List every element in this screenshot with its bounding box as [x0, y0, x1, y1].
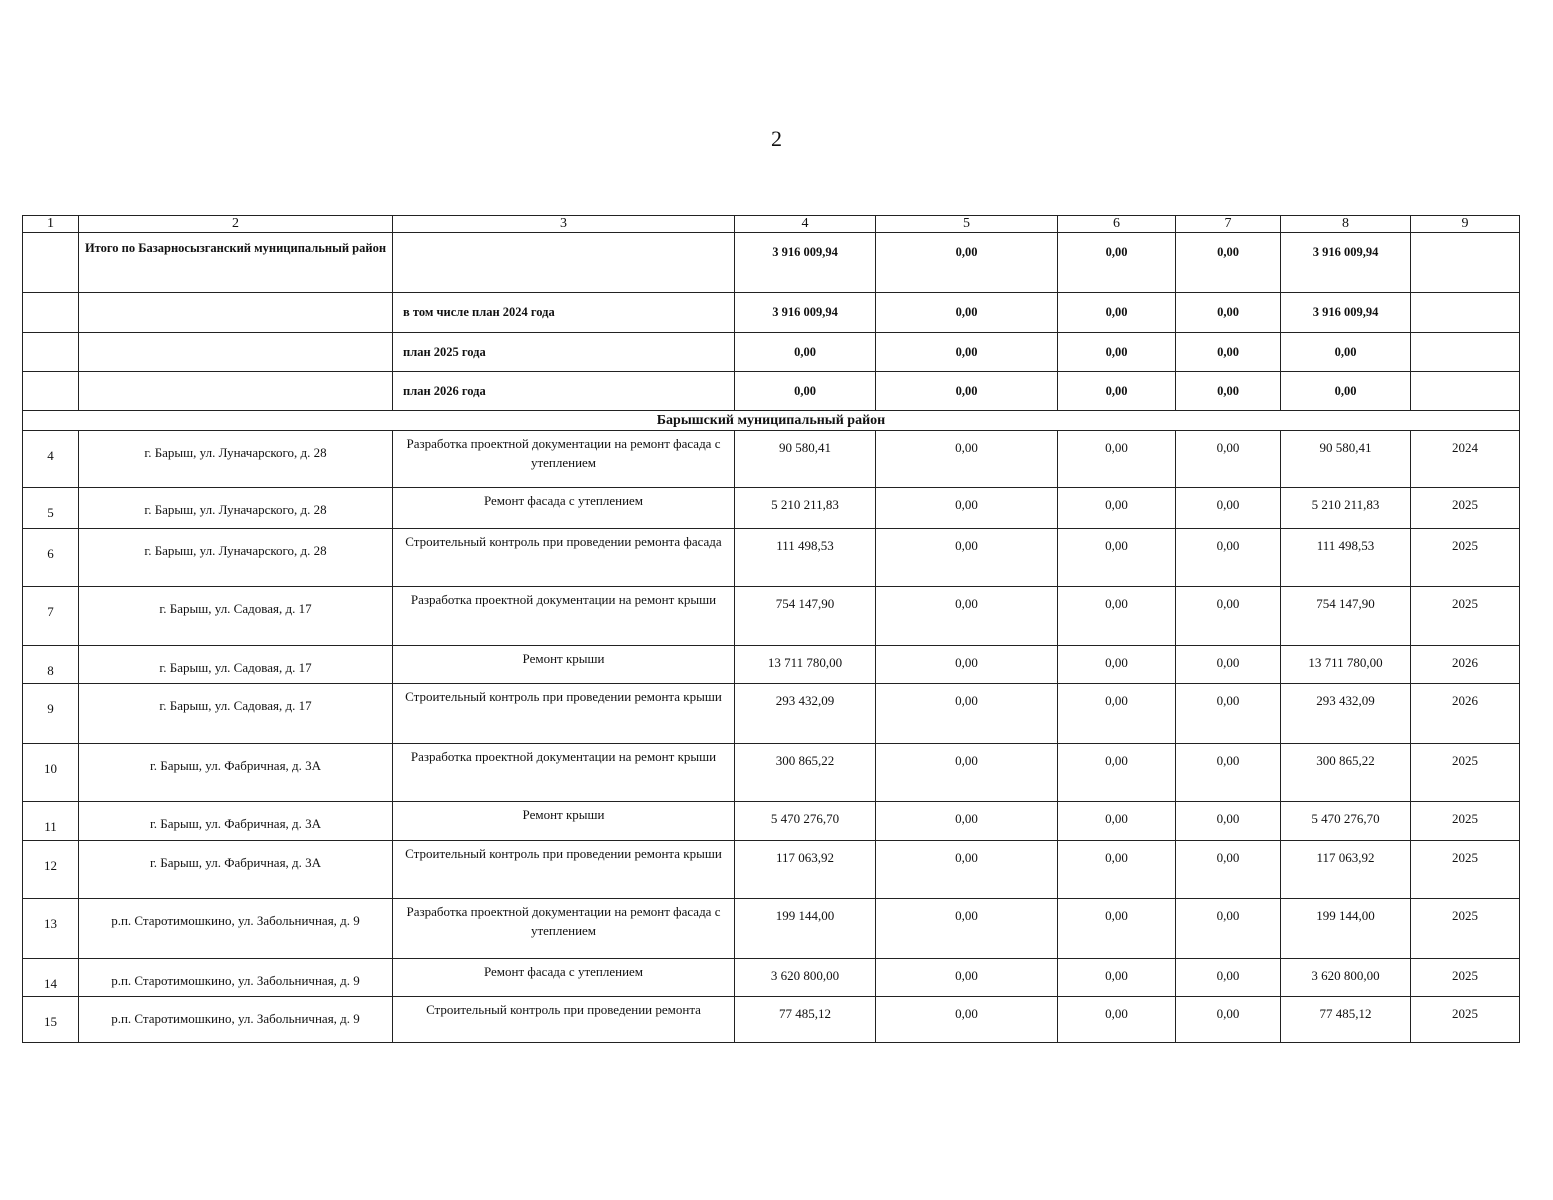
plan-value: 0,00: [735, 333, 876, 372]
amount-col6: 0,00: [1058, 431, 1176, 488]
row-number: [23, 233, 79, 293]
year: [1411, 333, 1520, 372]
column-number-header-row: [23, 216, 1520, 233]
amount-col6: 0,00: [1058, 841, 1176, 899]
year: [1411, 233, 1520, 293]
amount-col7: 0,00: [1176, 431, 1281, 488]
plan-value: 0,00: [1176, 293, 1281, 333]
amount-col5: 0,00: [876, 488, 1058, 529]
total-value: 0,00: [1058, 233, 1176, 293]
district-total-title: Итого по Базарносызганский муниципальный район: [79, 233, 393, 293]
amount-col8: 300 865,22: [1281, 744, 1411, 802]
row-number: 6: [23, 529, 79, 587]
column-number: 9: [1411, 216, 1520, 233]
amount-col5: 0,00: [876, 646, 1058, 684]
row-number: 15: [23, 997, 79, 1043]
row-number: 12: [23, 841, 79, 899]
amount-col7: 0,00: [1176, 488, 1281, 529]
address: г. Барыш, ул. Фабричная, д. 3А: [79, 744, 393, 802]
plan-row: [23, 293, 1520, 333]
work-type: Разработка проектной документации на ремонт крыши: [393, 587, 735, 646]
amount-col8: 77 485,12: [1281, 997, 1411, 1043]
table-row: [23, 802, 1520, 841]
plan-row: [23, 372, 1520, 411]
work-type: Разработка проектной документации на ремонт фасада с утеплением: [393, 431, 735, 488]
amount-total: 3 620 800,00: [735, 959, 876, 997]
address: [79, 333, 393, 372]
plan-value: 0,00: [876, 293, 1058, 333]
work-type: Разработка проектной документации на ремонт крыши: [393, 744, 735, 802]
section-row: [23, 411, 1520, 431]
work-type: Ремонт крыши: [393, 802, 735, 841]
table-row: [23, 431, 1520, 488]
work-type: Строительный контроль при проведении ремонта крыши: [393, 841, 735, 899]
amount-col5: 0,00: [876, 684, 1058, 744]
address: г. Барыш, ул. Луначарского, д. 28: [79, 488, 393, 529]
amount-col6: 0,00: [1058, 899, 1176, 959]
plan-value: 0,00: [876, 333, 1058, 372]
amount-col5: 0,00: [876, 587, 1058, 646]
amount-total: 111 498,53: [735, 529, 876, 587]
address: р.п. Старотимошкино, ул. Забольничная, д. 9: [79, 899, 393, 959]
plan-value: 3 916 009,94: [1281, 293, 1411, 333]
row-number: 8: [23, 646, 79, 684]
plan-value: 0,00: [1176, 372, 1281, 411]
amount-col5: 0,00: [876, 899, 1058, 959]
amount-col8: 90 580,41: [1281, 431, 1411, 488]
plan-value: 0,00: [1281, 372, 1411, 411]
plan-value: 3 916 009,94: [735, 293, 876, 333]
row-number: 14: [23, 959, 79, 997]
section-title: Барышский муниципальный район: [23, 411, 1520, 431]
amount-col7: 0,00: [1176, 899, 1281, 959]
amount-col6: 0,00: [1058, 997, 1176, 1043]
district-total-row: [23, 233, 1520, 293]
amount-col7: 0,00: [1176, 529, 1281, 587]
amount-col6: 0,00: [1058, 529, 1176, 587]
total-value: 3 916 009,94: [735, 233, 876, 293]
amount-total: 117 063,92: [735, 841, 876, 899]
address: [79, 372, 393, 411]
work-type: Строительный контроль при проведении ремонта фасада: [393, 529, 735, 587]
amount-col8: 117 063,92: [1281, 841, 1411, 899]
amount-col6: 0,00: [1058, 646, 1176, 684]
address: г. Барыш, ул. Садовая, д. 17: [79, 587, 393, 646]
row-number: 10: [23, 744, 79, 802]
amount-col7: 0,00: [1176, 587, 1281, 646]
work-type: Строительный контроль при проведении ремонта крыши: [393, 684, 735, 744]
address: г. Барыш, ул. Фабричная, д. 3А: [79, 841, 393, 899]
amount-col8: 3 620 800,00: [1281, 959, 1411, 997]
plan-label: в том числе план 2024 года: [393, 293, 735, 333]
table-row: [23, 744, 1520, 802]
table-row: [23, 587, 1520, 646]
amount-col6: 0,00: [1058, 802, 1176, 841]
amount-col6: 0,00: [1058, 744, 1176, 802]
amount-col5: 0,00: [876, 841, 1058, 899]
amount-col8: 5 470 276,70: [1281, 802, 1411, 841]
column-number: 2: [79, 216, 393, 233]
work-type: Ремонт фасада с утеплением: [393, 488, 735, 529]
amount-col5: 0,00: [876, 529, 1058, 587]
amount-total: 199 144,00: [735, 899, 876, 959]
address: р.п. Старотимошкино, ул. Забольничная, д. 9: [79, 997, 393, 1043]
amount-col8: 5 210 211,83: [1281, 488, 1411, 529]
amount-total: 5 470 276,70: [735, 802, 876, 841]
year: 2025: [1411, 529, 1520, 587]
table-row: [23, 529, 1520, 587]
work-type: Строительный контроль при проведении ремонта: [393, 997, 735, 1043]
amount-total: 300 865,22: [735, 744, 876, 802]
amount-col8: 13 711 780,00: [1281, 646, 1411, 684]
amount-total: 5 210 211,83: [735, 488, 876, 529]
budget-table: [22, 215, 1520, 1043]
year: 2025: [1411, 997, 1520, 1043]
plan-value: 0,00: [1058, 333, 1176, 372]
row-number: [23, 372, 79, 411]
plan-row: [23, 333, 1520, 372]
table-row: [23, 841, 1520, 899]
row-number: [23, 293, 79, 333]
work-type: [393, 233, 735, 293]
amount-col6: 0,00: [1058, 587, 1176, 646]
year: 2025: [1411, 488, 1520, 529]
plan-label: план 2026 года: [393, 372, 735, 411]
amount-col8: 293 432,09: [1281, 684, 1411, 744]
plan-value: 0,00: [1281, 333, 1411, 372]
row-number: 11: [23, 802, 79, 841]
amount-col6: 0,00: [1058, 488, 1176, 529]
table-row: [23, 646, 1520, 684]
amount-col7: 0,00: [1176, 744, 1281, 802]
address: [79, 293, 393, 333]
row-number: 7: [23, 587, 79, 646]
amount-col5: 0,00: [876, 997, 1058, 1043]
work-type: Ремонт фасада с утеплением: [393, 959, 735, 997]
year: 2026: [1411, 646, 1520, 684]
year: 2025: [1411, 744, 1520, 802]
work-type: Ремонт крыши: [393, 646, 735, 684]
year: 2025: [1411, 899, 1520, 959]
row-number: 13: [23, 899, 79, 959]
amount-col7: 0,00: [1176, 802, 1281, 841]
year: [1411, 293, 1520, 333]
table-row: [23, 488, 1520, 529]
amount-col8: 199 144,00: [1281, 899, 1411, 959]
amount-col7: 0,00: [1176, 841, 1281, 899]
amount-col8: 111 498,53: [1281, 529, 1411, 587]
table-row: [23, 997, 1520, 1043]
total-value: 0,00: [876, 233, 1058, 293]
amount-col6: 0,00: [1058, 959, 1176, 997]
row-number: 4: [23, 431, 79, 488]
amount-total: 90 580,41: [735, 431, 876, 488]
column-number: 7: [1176, 216, 1281, 233]
work-type: Разработка проектной документации на ремонт фасада с утеплением: [393, 899, 735, 959]
address: г. Барыш, ул. Садовая, д. 17: [79, 684, 393, 744]
year: 2024: [1411, 431, 1520, 488]
total-value: 3 916 009,94: [1281, 233, 1411, 293]
amount-col8: 754 147,90: [1281, 587, 1411, 646]
amount-total: 77 485,12: [735, 997, 876, 1043]
amount-col7: 0,00: [1176, 959, 1281, 997]
column-number: 8: [1281, 216, 1411, 233]
plan-value: 0,00: [1176, 333, 1281, 372]
year: [1411, 372, 1520, 411]
plan-value: 0,00: [735, 372, 876, 411]
row-number: 5: [23, 488, 79, 529]
plan-value: 0,00: [1058, 293, 1176, 333]
amount-col5: 0,00: [876, 802, 1058, 841]
year: 2025: [1411, 587, 1520, 646]
amount-col5: 0,00: [876, 431, 1058, 488]
table-row: [23, 899, 1520, 959]
amount-total: 293 432,09: [735, 684, 876, 744]
amount-col7: 0,00: [1176, 646, 1281, 684]
row-number: [23, 333, 79, 372]
address: г. Барыш, ул. Луначарского, д. 28: [79, 431, 393, 488]
total-value: 0,00: [1176, 233, 1281, 293]
column-number: 4: [735, 216, 876, 233]
amount-col7: 0,00: [1176, 997, 1281, 1043]
address: г. Барыш, ул. Луначарского, д. 28: [79, 529, 393, 587]
plan-value: 0,00: [876, 372, 1058, 411]
address: г. Барыш, ул. Садовая, д. 17: [79, 646, 393, 684]
amount-total: 13 711 780,00: [735, 646, 876, 684]
year: 2025: [1411, 802, 1520, 841]
amount-col6: 0,00: [1058, 684, 1176, 744]
plan-label: план 2025 года: [393, 333, 735, 372]
amount-col5: 0,00: [876, 959, 1058, 997]
amount-col7: 0,00: [1176, 684, 1281, 744]
column-number: 1: [23, 216, 79, 233]
plan-value: 0,00: [1058, 372, 1176, 411]
row-number: 9: [23, 684, 79, 744]
year: 2026: [1411, 684, 1520, 744]
address: р.п. Старотимошкино, ул. Забольничная, д. 9: [79, 959, 393, 997]
column-number: 6: [1058, 216, 1176, 233]
column-number: 5: [876, 216, 1058, 233]
year: 2025: [1411, 959, 1520, 997]
column-number: 3: [393, 216, 735, 233]
table-row: [23, 684, 1520, 744]
address: г. Барыш, ул. Фабричная, д. 3А: [79, 802, 393, 841]
amount-total: 754 147,90: [735, 587, 876, 646]
year: 2025: [1411, 841, 1520, 899]
page-number: 2: [771, 126, 782, 151]
amount-col5: 0,00: [876, 744, 1058, 802]
table-row: [23, 959, 1520, 997]
